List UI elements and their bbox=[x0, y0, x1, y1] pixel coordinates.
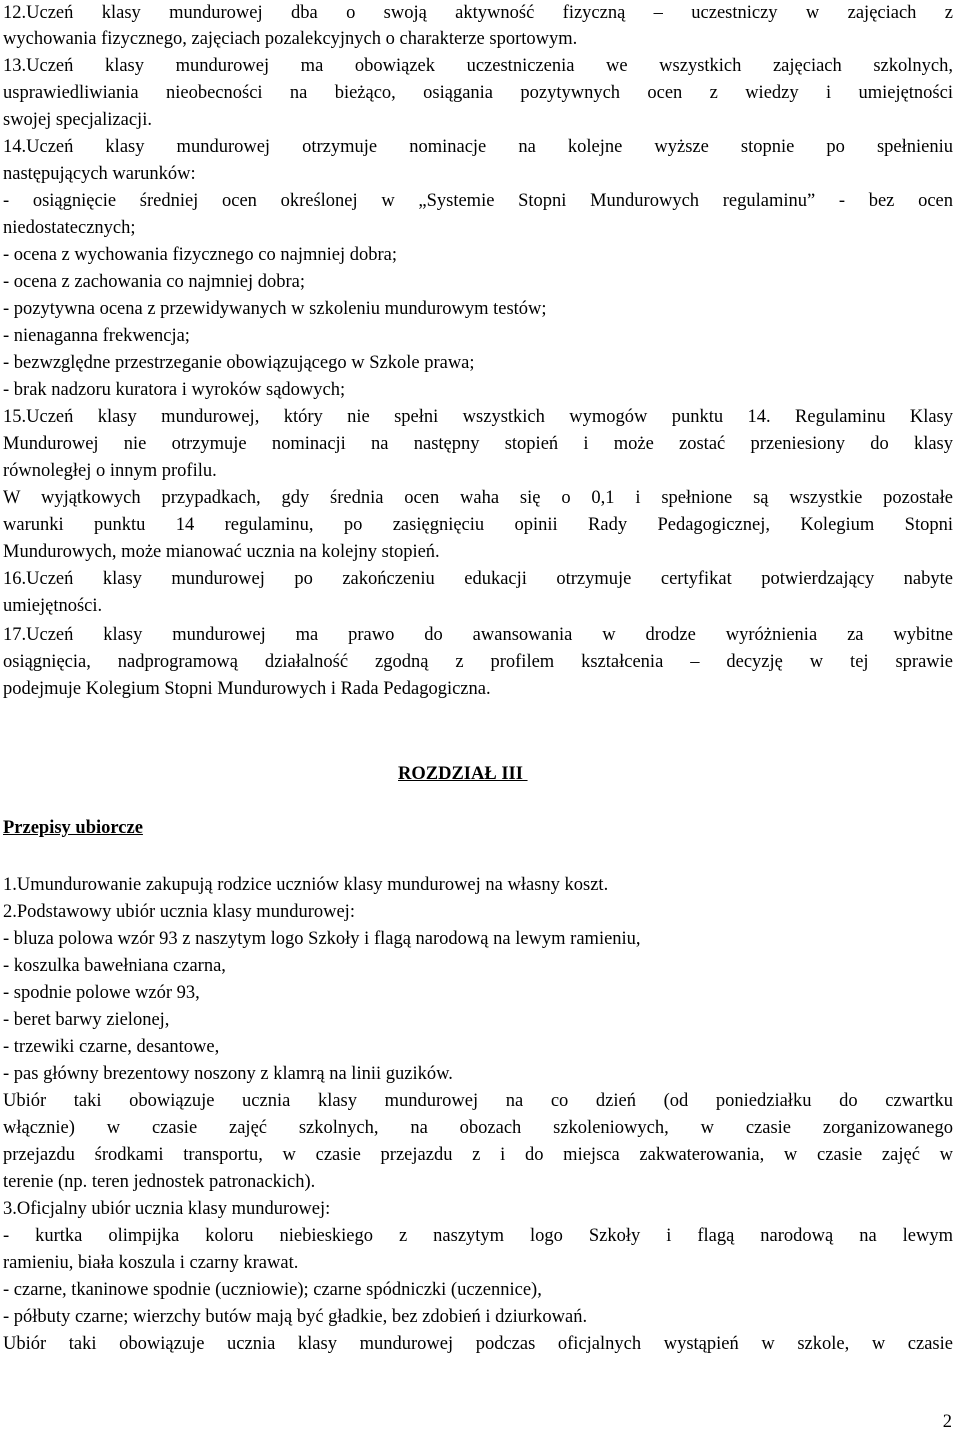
text-line: 1.Umundurowanie zakupują rodzice uczniów klasy mundurowej na własny koszt. bbox=[3, 875, 609, 895]
section-heading: Przepisy ubiorcze bbox=[3, 818, 143, 838]
text-line: osiągnięcia, nadprogramową działalność zgodną z profilem kształcenia – decyzję w tej sprawie bbox=[3, 652, 953, 672]
text-line: - pozytywna ocena z przewidywanych w szkoleniu mundurowym testów; bbox=[3, 299, 547, 319]
text-line: równoległej o innym profilu. bbox=[3, 461, 217, 481]
text-line: - ocena z wychowania fizycznego co najmniej dobra; bbox=[3, 245, 397, 265]
text-line: - trzewiki czarne, desantowe, bbox=[3, 1037, 220, 1057]
text-line: W wyjątkowych przypadkach, gdy średnia ocen waha się o 0,1 i spełnione są wszystkie pozostałe bbox=[3, 488, 953, 508]
text-line: - czarne, tkaninowe spodnie (uczniowie); czarne spódniczki (uczennice), bbox=[3, 1280, 542, 1300]
text-line: niedostatecznych; bbox=[3, 218, 136, 238]
text-line: 16.Uczeń klasy mundurowej po zakończeniu edukacji otrzymuje certyfikat potwierdzający nabyte bbox=[3, 569, 953, 589]
text-line: podejmuje Kolegium Stopni Mundurowych i Rada Pedagogiczna. bbox=[3, 679, 491, 699]
text-line: Ubiór taki obowiązuje ucznia klasy mundurowej na co dzień (od poniedziałku do czwartku bbox=[3, 1091, 953, 1111]
text-line: włącznie) w czasie zajęć szkolnych, na obozach szkoleniowych, w czasie zorganizowanego bbox=[3, 1118, 953, 1138]
text-line: następujących warunków: bbox=[3, 164, 196, 184]
text-line: - spodnie polowe wzór 93, bbox=[3, 983, 200, 1003]
text-line: - pas główny brezentowy noszony z klamrą na linii guzików. bbox=[3, 1064, 453, 1084]
text-line: - osiągnięcie średniej ocen określonej w „Systemie Stopni Mundurowych regulaminu” - bez ocen bbox=[3, 191, 953, 211]
text-line: - bluza polowa wzór 93 z naszytym logo Szkoły i flagą narodową na lewym ramieniu, bbox=[3, 929, 641, 949]
text-line: 17.Uczeń klasy mundurowej ma prawo do awansowania w drodze wyróżnienia za wybitne bbox=[3, 625, 953, 645]
text-line: 12.Uczeń klasy mundurowej dba o swoją aktywność fizyczną – uczestniczy w zajęciach z bbox=[3, 3, 953, 23]
text-line: usprawiedliwiania nieobecności na bieżąco, osiągania pozytywnych ocen z wiedzy i umiejętności bbox=[3, 83, 953, 103]
text-line: 13.Uczeń klasy mundurowej ma obowiązek uczestniczenia we wszystkich zajęciach szkolnych, bbox=[3, 56, 953, 76]
text-line: - beret barwy zielonej, bbox=[3, 1010, 170, 1030]
text-line: - kurtka olimpijka koloru niebieskiego z naszytym logo Szkoły i flagą narodową na lewym bbox=[3, 1226, 953, 1246]
text-line: - ocena z zachowania co najmniej dobra; bbox=[3, 272, 306, 292]
text-line: Mundurowych, może mianować ucznia na kolejny stopień. bbox=[3, 542, 440, 562]
chapter-heading: ROZDZIAŁ III bbox=[398, 764, 528, 784]
text-line: Ubiór taki obowiązuje ucznia klasy mundurowej podczas oficjalnych wystąpień w szkole, w czasie bbox=[3, 1334, 953, 1354]
text-line: - nienaganna frekwencja; bbox=[3, 326, 190, 346]
page-number: 2 bbox=[942, 1412, 952, 1432]
text-line: 15.Uczeń klasy mundurowej, który nie spełni wszystkich wymogów punktu 14. Regulaminu Klasy bbox=[3, 407, 953, 427]
text-line: wychowania fizycznego, zajęciach pozalekcyjnych o charakterze sportowym. bbox=[3, 29, 578, 49]
text-line: umiejętności. bbox=[3, 596, 103, 616]
text-line: - półbuty czarne; wierzchy butów mają być gładkie, bez zdobień i dziurkowań. bbox=[3, 1307, 588, 1327]
text-line: terenie (np. teren jednostek patronackich). bbox=[3, 1172, 316, 1192]
text-line: 2.Podstawowy ubiór ucznia klasy mundurowej: bbox=[3, 902, 355, 922]
text-line: - koszulka bawełniana czarna, bbox=[3, 956, 226, 976]
text-line: swojej specjalizacji. bbox=[3, 110, 152, 130]
text-line: - bezwzględne przestrzeganie obowiązującego w Szkole prawa; bbox=[3, 353, 475, 373]
text-line: 14.Uczeń klasy mundurowej otrzymuje nominacje na kolejne wyższe stopnie po spełnieniu bbox=[3, 137, 953, 157]
text-line: 3.Oficjalny ubiór ucznia klasy mundurowej: bbox=[3, 1199, 331, 1219]
text-line: Mundurowej nie otrzymuje nominacji na następny stopień i może zostać przeniesiony do klasy bbox=[3, 434, 953, 454]
text-line: - brak nadzoru kuratora i wyroków sądowych; bbox=[3, 380, 346, 400]
text-line: przejazdu środkami transportu, w czasie przejazdu z i do miejsca zakwaterowania, w czasie zajęć w bbox=[3, 1145, 953, 1165]
text-line: warunki punktu 14 regulaminu, po zasięgnięciu opinii Rady Pedagogicznej, Kolegium Stopni bbox=[3, 515, 953, 535]
text-line: ramieniu, biała koszula i czarny krawat. bbox=[3, 1253, 299, 1273]
